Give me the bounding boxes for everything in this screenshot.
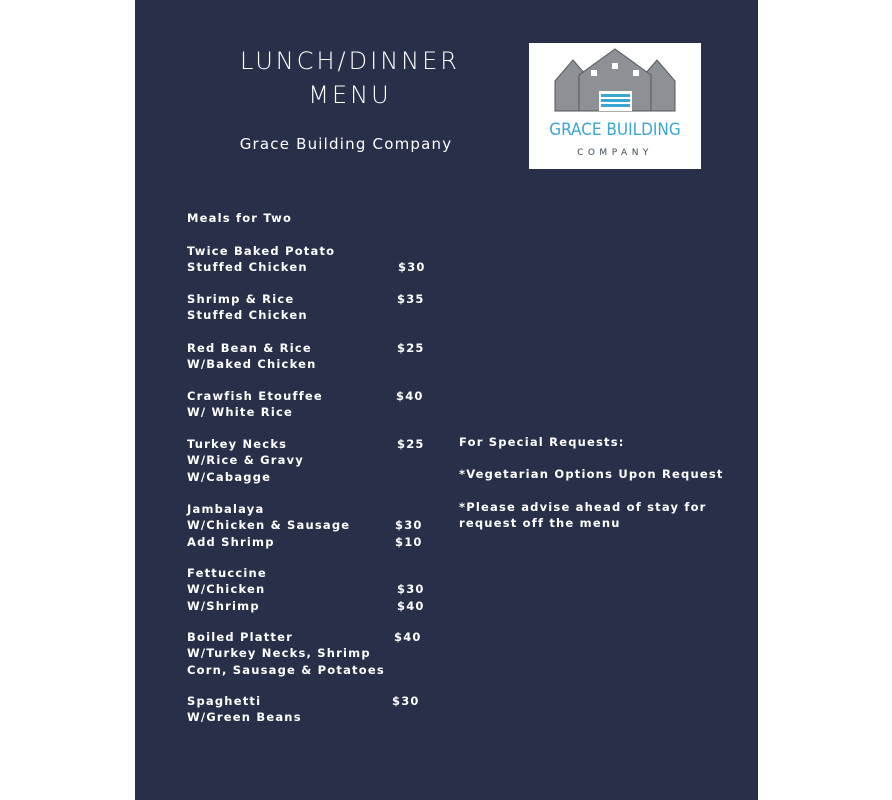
menu-section-title: Meals for Two bbox=[187, 211, 293, 225]
title-line-1: LUNCH/DINNER bbox=[240, 47, 460, 75]
menu-item-line bbox=[187, 517, 427, 533]
menu-item-price: $30 bbox=[397, 582, 425, 597]
menu-item bbox=[187, 436, 427, 485]
requests-title: For Special Requests: bbox=[459, 435, 625, 449]
menu-item-text: W/Chicken bbox=[187, 582, 266, 597]
menu-item-price: $40 bbox=[396, 389, 424, 403]
menu-item-line bbox=[187, 307, 427, 323]
menu-item-line bbox=[187, 452, 427, 468]
menu-item-text: Twice Baked Potato bbox=[187, 244, 336, 258]
menu-item-line bbox=[187, 709, 427, 725]
menu-item-text: W/Turkey Necks, Shrimp bbox=[187, 646, 371, 661]
special-requests bbox=[459, 434, 724, 531]
menu-item-text: Crawfish Etouffee bbox=[187, 389, 323, 403]
menu-item-text: W/Rice & Gravy bbox=[187, 453, 304, 468]
menu-item-text: Stuffed Chicken bbox=[187, 308, 308, 323]
menu-item-price: $40 bbox=[397, 598, 425, 613]
menu-item-price: $30 bbox=[398, 260, 426, 275]
company-logo bbox=[529, 43, 701, 169]
menu-item-price: $30 bbox=[395, 518, 423, 533]
menu-item-price: $40 bbox=[394, 630, 422, 644]
menu-item-line bbox=[187, 598, 427, 614]
menu-item bbox=[187, 243, 427, 276]
menu-item bbox=[187, 565, 427, 614]
menu-item-line bbox=[187, 645, 427, 661]
menu-item-line bbox=[187, 356, 427, 372]
advise-note-line1: *Please advise ahead of stay for bbox=[459, 499, 707, 514]
menu-item bbox=[187, 629, 427, 678]
menu-item-text: W/Chicken & Sausage bbox=[187, 518, 351, 533]
advise-note-line2: request off the menu bbox=[459, 515, 621, 530]
menu-item-text: W/Green Beans bbox=[187, 710, 302, 725]
menu-item-text: Stuffed Chicken bbox=[187, 260, 308, 275]
company-name: Grace Building Company bbox=[239, 135, 453, 153]
menu-item-text: Turkey Necks bbox=[187, 437, 288, 451]
menu-item-line bbox=[187, 469, 427, 485]
menu-item-price: $30 bbox=[392, 694, 420, 708]
menu-item-text: Boiled Platter bbox=[187, 630, 293, 644]
menu-item-price: $35 bbox=[397, 292, 425, 306]
menu-item-text: Shrimp & Rice bbox=[187, 292, 295, 306]
menu-item-line bbox=[187, 629, 427, 645]
menu-item-price: $25 bbox=[397, 341, 425, 355]
menu-item-text: Corn, Sausage & Potatoes bbox=[187, 662, 385, 677]
menu-item-line bbox=[187, 565, 427, 581]
title-line-2: MENU bbox=[308, 81, 392, 109]
menu-item bbox=[187, 388, 427, 421]
menu-item bbox=[187, 291, 427, 324]
menu-item-line bbox=[187, 693, 427, 709]
vegetarian-note: *Vegetarian Options Upon Request bbox=[459, 467, 724, 482]
menu-item-text: Fettuccine bbox=[187, 566, 267, 580]
menu-item-text: Add Shrimp bbox=[187, 534, 275, 549]
menu-item-line bbox=[187, 388, 427, 404]
menu-item-line bbox=[187, 501, 427, 517]
menu-item-price: $25 bbox=[397, 437, 425, 451]
menu-item-price: $10 bbox=[395, 534, 423, 549]
menu-item bbox=[187, 501, 427, 550]
menu-item-line bbox=[187, 404, 427, 420]
page-title bbox=[215, 44, 485, 112]
menu-item-line bbox=[187, 662, 427, 678]
menu-item-text: W/Baked Chicken bbox=[187, 357, 317, 372]
menu-item-line bbox=[187, 581, 427, 597]
menu-item-line bbox=[187, 534, 427, 550]
menu-item-text: W/ White Rice bbox=[187, 405, 294, 420]
menu-item-line bbox=[187, 436, 427, 452]
menu-item-line bbox=[187, 340, 427, 356]
logo-subtitle: COMPANY bbox=[577, 148, 653, 158]
menu-item bbox=[187, 693, 427, 726]
menu-item-line bbox=[187, 291, 427, 307]
logo-name: GRACE BUILDING bbox=[549, 120, 681, 140]
menu-item-line bbox=[187, 243, 427, 259]
menu-item-text: Jambalaya bbox=[187, 502, 265, 516]
menu-item bbox=[187, 340, 427, 373]
menu-item-text: W/Shrimp bbox=[187, 598, 260, 613]
menu-item-text: W/Cabagge bbox=[187, 469, 272, 484]
menu-item-line bbox=[187, 259, 427, 275]
menu-item-text: Spaghetti bbox=[187, 694, 262, 708]
menu-item-text: Red Bean & Rice bbox=[187, 341, 312, 355]
